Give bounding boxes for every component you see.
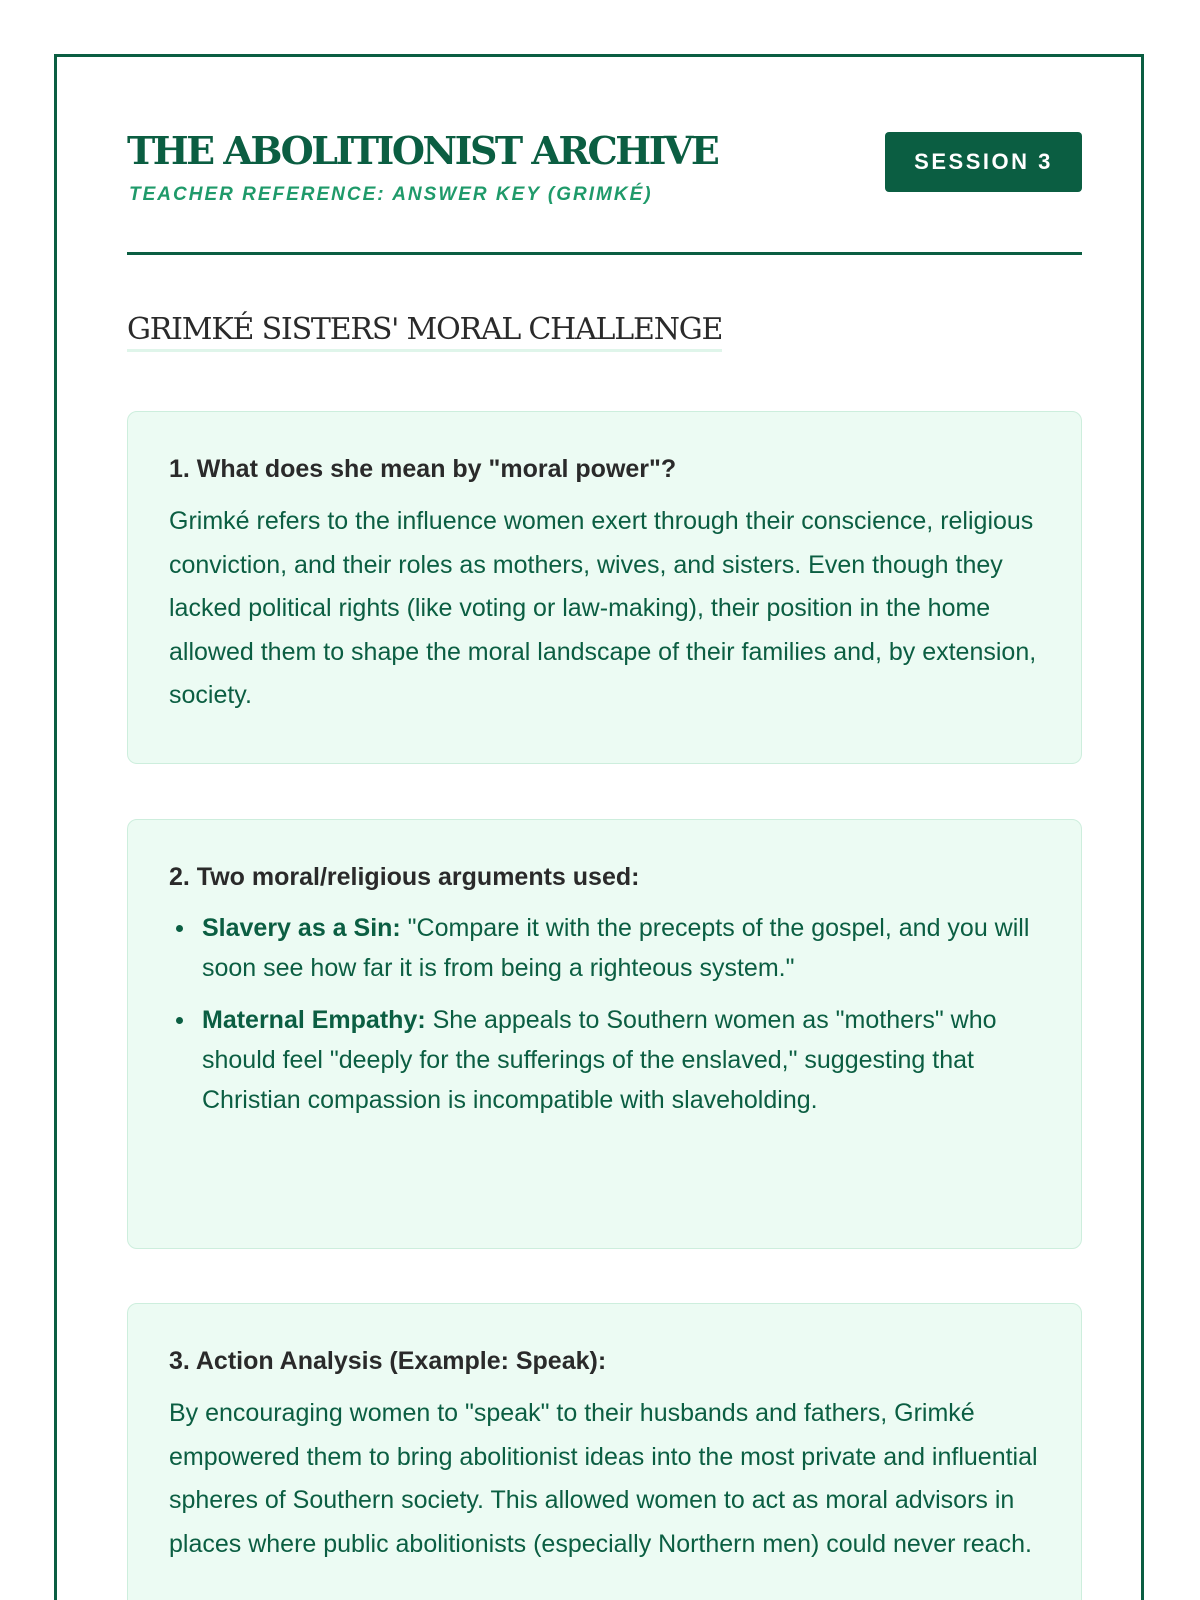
question-2-heading: 2. Two moral/religious arguments used:: [169, 863, 640, 891]
list-item: [169, 1000, 1041, 1120]
answer-key-page: [54, 54, 1144, 1600]
question-card-2: [127, 819, 1082, 1249]
question-3-heading: 3. Action Analysis (Example: Speak):: [169, 1347, 607, 1375]
argument-text: She appeals to Southern women as "mothers" who should feel "deeply for the sufferings of the enslaved," suggesting that Christian compassion is incompatible with slaveholding.: [202, 1006, 997, 1114]
page-header: [127, 128, 1082, 252]
bullet-icon: [176, 925, 183, 932]
argument-term: Maternal Empathy:: [202, 1006, 426, 1034]
section-title: GRIMKÉ SISTERS' MORAL CHALLENGE: [127, 313, 722, 352]
question-3-answer: By encouraging women to "speak" to their husbands and fathers, Grimké empowered them to bring abolitionist ideas into the most private and influential spheres of Southern society. This allowed women to act as moral advisors in places where public abolitionists (especially Northern men) could never reach.: [169, 1399, 1038, 1558]
bullet-icon: [176, 1017, 183, 1024]
session-badge: SESSION 3: [885, 132, 1082, 192]
question-card-3: [127, 1303, 1082, 1600]
header-divider: [127, 252, 1082, 255]
argument-text: "Compare it with the precepts of the gospel, and you will soon see how far it is from being a righteous system.": [202, 914, 1030, 982]
argument-term: Slavery as a Sin:: [202, 914, 401, 942]
question-1-heading: 1. What does she mean by "moral power"?: [169, 455, 677, 483]
archive-title: THE ABOLITIONIST ARCHIVE: [127, 128, 718, 173]
answer-key-subtitle: TEACHER REFERENCE: ANSWER KEY (GRIMKÉ): [129, 184, 653, 205]
question-1-answer: Grimké refers to the influence women exert through their conscience, religious conviction, and their roles as mothers, wives, and sisters. Even though they lacked political rights (like voting or law-making), their position in the home allowed them to shape the moral landscape of their families and, by extension, society.: [169, 507, 1037, 709]
arguments-list: [169, 908, 1041, 1120]
list-item: [169, 908, 1041, 988]
question-card-1: [127, 411, 1082, 764]
